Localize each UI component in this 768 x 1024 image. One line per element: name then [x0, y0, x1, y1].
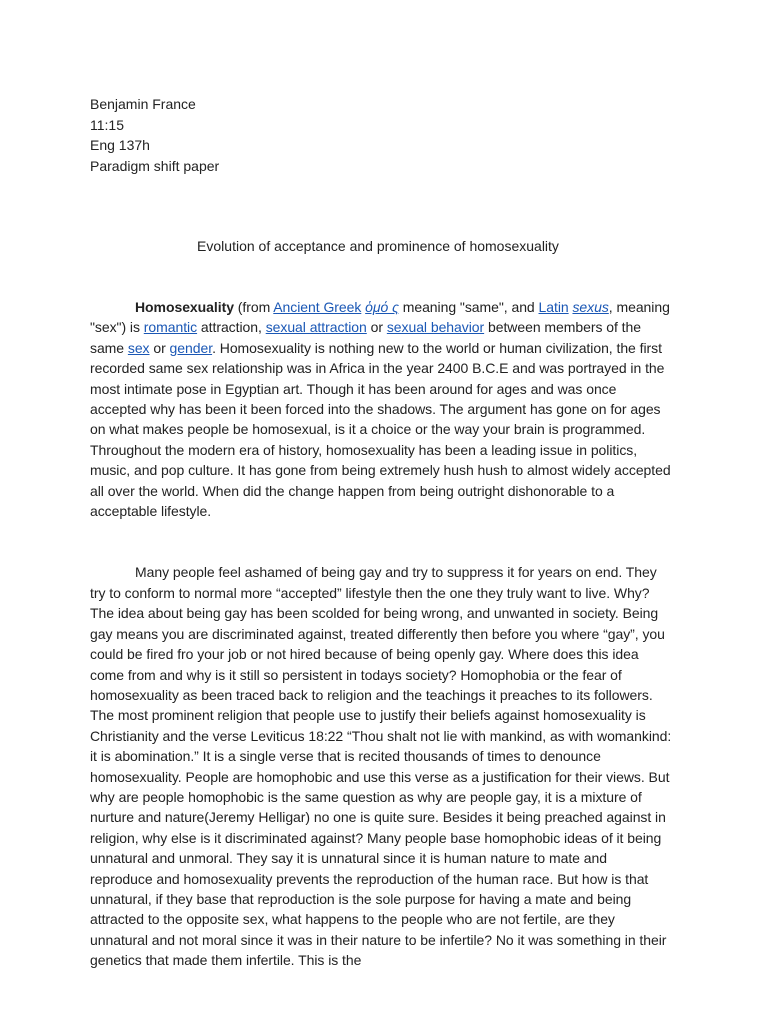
link-sex[interactable]: sex — [127, 339, 150, 356]
text-segment: attraction, — [197, 319, 266, 336]
header-block — [90, 94, 672, 176]
author-name: Benjamin France — [90, 96, 196, 112]
paragraph-body: Many people feel ashamed of being gay and try to suppress it for years on end. They try to conform to normal more “accepted” lifestyle then the one they truly want to live. Why? The idea about being gay has been scolded for being wrong, and unwanted in society. Being gay means you are discriminated against, treated differently then before you where “gay”, you could be fired fro your job or not hired because of being openly gay. Where does this idea come from and why is it still so persistent in todays society? Homophobia or the fear of homosexuality as been traced back to religion and the teachings it preaches to its followers. The most prominent religion that people use to justify their beliefs against homosexuality is Christianity and the verse Leviticus 18:22 “Thou shalt not lie with mankind, as with womankind: it is abomination.” It is a single verse that is recited thousands of times to denounce homosexuality. People are homophobic and use this verse as a justification for their views. But why are people homophobic is the same question as why are people gay, it is a mixture of nurture and nature(Jeremy Helligar) no one is quite sure. Besides it being preached against in religion, why else is it discriminated against? Many people base homophobic ideas of it being unnatural and unmoral. They say it is unnatural since it is human nature to mate and reproduce and homosexuality prevents the reproduction of the human race. But how is that unnatural, if they base that reproduction is the sole purpose for having a mate and being attracted to the opposite sex, what happens to the people who are not fertile, are they unnatural and not moral since it was in their nature to be infertile? No it was something in their genetics that made them infertile. This is the — [90, 564, 672, 969]
assignment-name: Paradigm shift paper — [90, 157, 220, 174]
text-segment: or — [366, 319, 387, 336]
text-segment: , meaning "sex") is — [90, 299, 670, 336]
link-romantic[interactable]: romantic — [143, 319, 198, 336]
link-ancient-greek[interactable]: Ancient Greek — [273, 299, 362, 315]
paragraph-intro — [90, 297, 672, 521]
course-name: Eng 137h — [90, 137, 150, 153]
term-homosexuality: Homosexuality — [135, 299, 234, 315]
link-sexus[interactable]: sexus — [572, 299, 609, 315]
link-sexual-attraction[interactable]: sexual attraction — [265, 319, 367, 336]
link-latin[interactable]: Latin — [538, 299, 569, 315]
link-greek-word[interactable]: ὁμό ς — [365, 299, 399, 315]
text-segment: between members of the same — [90, 319, 641, 356]
paper-title: Evolution of acceptance and prominence of homosexuality — [197, 238, 559, 254]
text-segment: or — [149, 339, 170, 356]
class-time: 11:15 — [90, 116, 124, 133]
text-segment: (from — [233, 299, 274, 315]
link-sexual-behavior[interactable]: sexual behavior — [386, 319, 485, 336]
text-segment: . Homosexuality is nothing new to the world or human civilization, the first recorded same sex relationship was in Africa in the year 2400 B.C.E and was portrayed in the most intimate pose in Egyptian art. Though it has been around for ages and was once accepted why has been it been forced into the shadows. The argument has gone on for ages on what makes people be homosexual, is it a choice or the way your brain is programmed. Throughout the modern era of history, homosexuality has been a leading issue in politics, music, and pop culture. It has gone from being extremely hush hush to almost widely accepted all over the world. When did the change happen from being outright dishonorable to a acceptable lifestyle. — [90, 339, 671, 520]
link-gender[interactable]: gender — [169, 339, 213, 356]
text-segment: meaning "same", and — [398, 299, 539, 315]
